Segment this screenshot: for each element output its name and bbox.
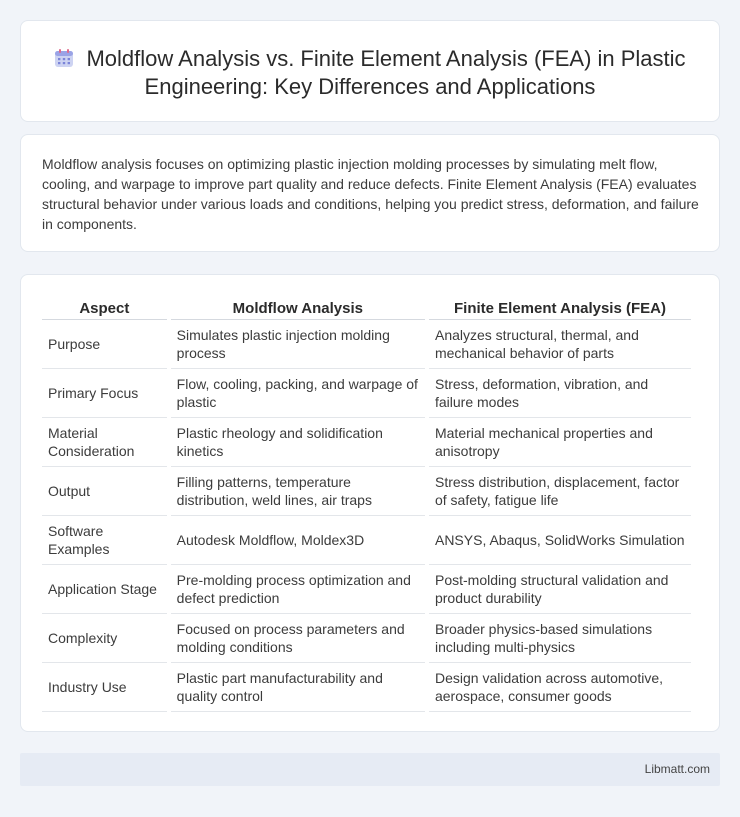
header-fea: Finite Element Analysis (FEA) bbox=[429, 296, 691, 320]
fea-cell: Stress distribution, displacement, factor of safety, fatigue life bbox=[429, 467, 691, 516]
moldflow-cell: Focused on process parameters and molding conditions bbox=[171, 614, 425, 663]
aspect-cell: Application Stage bbox=[42, 565, 167, 614]
fea-cell: Broader physics-based simulations including multi-physics bbox=[429, 614, 691, 663]
table-row bbox=[42, 320, 691, 369]
aspect-cell: Primary Focus bbox=[42, 369, 167, 418]
table-row bbox=[42, 663, 691, 712]
intro-card bbox=[20, 134, 720, 252]
fea-cell: ANSYS, Abaqus, SolidWorks Simulation bbox=[429, 516, 691, 565]
fea-cell: Post-molding structural validation and product durability bbox=[429, 565, 691, 614]
page-title bbox=[41, 45, 699, 101]
table-row bbox=[42, 369, 691, 418]
fea-cell: Analyzes structural, thermal, and mechanical behavior of parts bbox=[429, 320, 691, 369]
moldflow-cell: Plastic part manufacturability and quality control bbox=[171, 663, 425, 712]
moldflow-cell: Pre-molding process optimization and defect prediction bbox=[171, 565, 425, 614]
comparison-card bbox=[20, 274, 720, 732]
fea-cell: Design validation across automotive, aerospace, consumer goods bbox=[429, 663, 691, 712]
aspect-cell: Purpose bbox=[42, 320, 167, 369]
page-title-text: Moldflow Analysis vs. Finite Element Analysis (FEA) in Plastic Engineering: Key Differences and Applications bbox=[86, 46, 686, 99]
intro-paragraph: Moldflow analysis focuses on optimizing plastic injection molding processes by simulating melt flow, cooling, and warpage to improve part quality and reduce defects. Finite Element Analysis (FEA) evaluates structural behavior under various loads and conditions, helping you predict stress, deformation, and failure in components. bbox=[42, 156, 699, 232]
title-card bbox=[20, 20, 720, 122]
moldflow-cell: Flow, cooling, packing, and warpage of plastic bbox=[171, 369, 425, 418]
aspect-cell: Material Consideration bbox=[42, 418, 167, 467]
table-row bbox=[42, 614, 691, 663]
table-header-row bbox=[42, 296, 691, 320]
moldflow-cell: Filling patterns, temperature distribution, weld lines, air traps bbox=[171, 467, 425, 516]
aspect-cell: Complexity bbox=[42, 614, 167, 663]
footer-bar bbox=[20, 753, 720, 786]
footer-brand-link[interactable]: Libmatt.com bbox=[644, 762, 710, 776]
moldflow-cell: Autodesk Moldflow, Moldex3D bbox=[171, 516, 425, 565]
fea-cell: Stress, deformation, vibration, and failure modes bbox=[429, 369, 691, 418]
aspect-cell: Industry Use bbox=[42, 663, 167, 712]
comparison-table bbox=[38, 296, 695, 712]
table-row bbox=[42, 418, 691, 467]
table-row bbox=[42, 516, 691, 565]
moldflow-cell: Plastic rheology and solidification kinetics bbox=[171, 418, 425, 467]
aspect-cell: Output bbox=[42, 467, 167, 516]
header-aspect: Aspect bbox=[42, 296, 167, 320]
aspect-cell: Software Examples bbox=[42, 516, 167, 565]
fea-cell: Material mechanical properties and anisotropy bbox=[429, 418, 691, 467]
moldflow-cell: Simulates plastic injection molding process bbox=[171, 320, 425, 369]
table-row bbox=[42, 565, 691, 614]
table-row bbox=[42, 467, 691, 516]
header-moldflow: Moldflow Analysis bbox=[171, 296, 425, 320]
calendar-icon bbox=[54, 48, 74, 68]
